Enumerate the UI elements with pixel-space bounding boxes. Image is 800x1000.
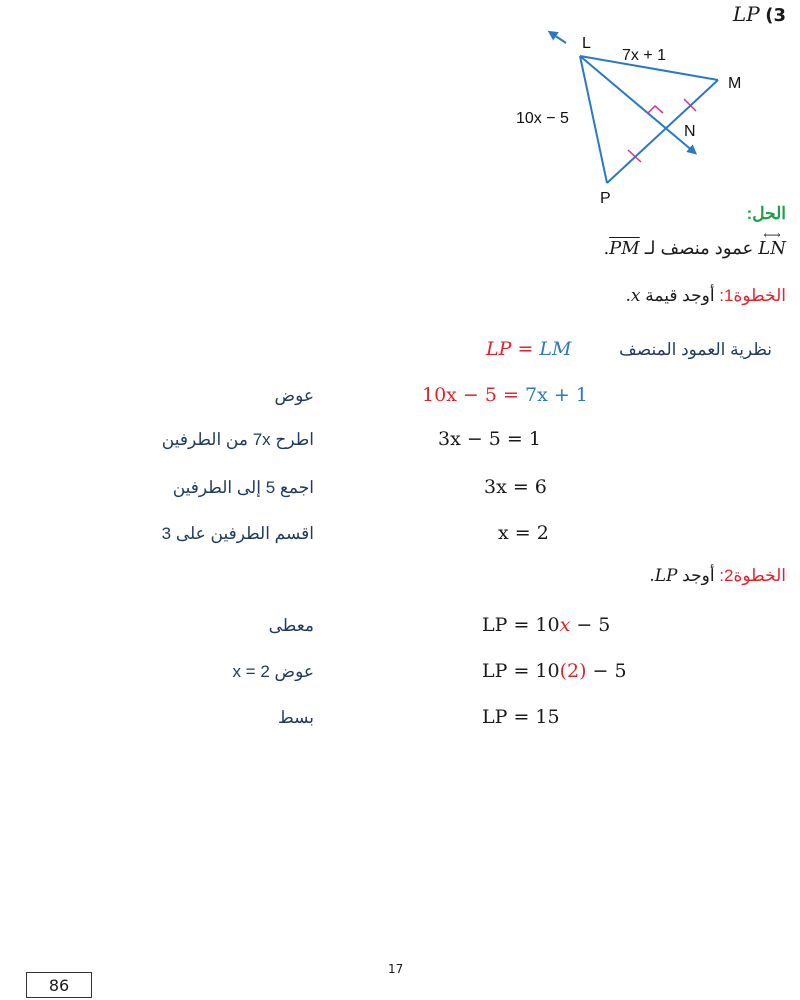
step1-var: x <box>630 286 641 306</box>
given-statement <box>603 228 786 259</box>
step2-label: الخطوة2: <box>719 566 786 585</box>
step2-heading <box>649 566 786 586</box>
step2-row3-math: LP = 15 <box>482 706 560 728</box>
problem-target: LP <box>732 2 760 26</box>
solution-heading: الحل: <box>746 204 786 223</box>
step1-row1-math <box>486 338 571 360</box>
step1-row3-math: 3x − 5 = 1 <box>438 428 541 450</box>
geometry-figure <box>480 24 770 214</box>
step2-row1-math: LP = 10x − 5 <box>482 614 611 636</box>
tick-mark-PN <box>628 150 641 162</box>
ray-LN-back <box>551 33 566 43</box>
step1-row4-reason: اجمع 5 إلى الطرفين <box>172 478 314 497</box>
given-text: عمود منصف لـ <box>644 238 754 258</box>
step1-heading <box>626 286 786 306</box>
step1-row4-math: 3x = 6 <box>484 476 547 498</box>
step1-row3-reason: اطرح 7x من الطرفين <box>161 430 314 449</box>
step2-row2-math: LP = 10(2) − 5 <box>482 660 627 682</box>
step2-period: . <box>649 566 655 586</box>
label-LM: 7x + 1 <box>622 47 667 64</box>
segment-PM <box>607 80 718 183</box>
step2-row1-reason: معطى <box>268 616 314 635</box>
step2-var: LP <box>654 566 678 586</box>
step1-row1-math-right: LM <box>539 338 572 360</box>
label-LP: 10x − 5 <box>516 110 569 127</box>
step1-period: . <box>625 286 631 306</box>
step1-row1-reason: نظرية العمود المنصف <box>619 340 772 359</box>
problem-number: (3 <box>765 5 786 26</box>
step2-row3-reason: بسط <box>277 708 314 727</box>
step1-text: أوجد قيمة <box>645 286 715 305</box>
label-M: M <box>728 75 742 92</box>
right-angle-mark <box>648 106 663 113</box>
step1-label: الخطوة1: <box>719 286 786 305</box>
ray-LN: LN ⟷ <box>758 228 786 259</box>
label-P: P <box>600 190 611 207</box>
step1-row1-math-left: LP = <box>486 338 540 360</box>
step2-text: أوجد <box>682 566 715 585</box>
step2-row2-reason: عوض x = 2 <box>232 662 314 681</box>
step1-row2-left: 10x − 5 <box>422 384 497 406</box>
page-box-number: 86 <box>26 972 92 998</box>
step1-row5-math: x = 2 <box>498 522 549 544</box>
segment-PM: $\overline{PM}$ <box>609 238 640 259</box>
label-L: L <box>582 35 591 52</box>
page-number: 17 <box>388 962 404 976</box>
line-arrow-icon: ⟷ <box>763 228 781 242</box>
step1-row2-math <box>422 384 588 406</box>
label-N: N <box>684 123 696 140</box>
step1-row5-reason: اقسم الطرفين على 3 <box>161 524 314 543</box>
step1-row2-right: 7x + 1 <box>525 384 588 406</box>
step1-row2-eq: = <box>503 384 519 406</box>
step1-row2-reason: عوض <box>274 386 314 405</box>
given-period: . <box>603 238 610 259</box>
